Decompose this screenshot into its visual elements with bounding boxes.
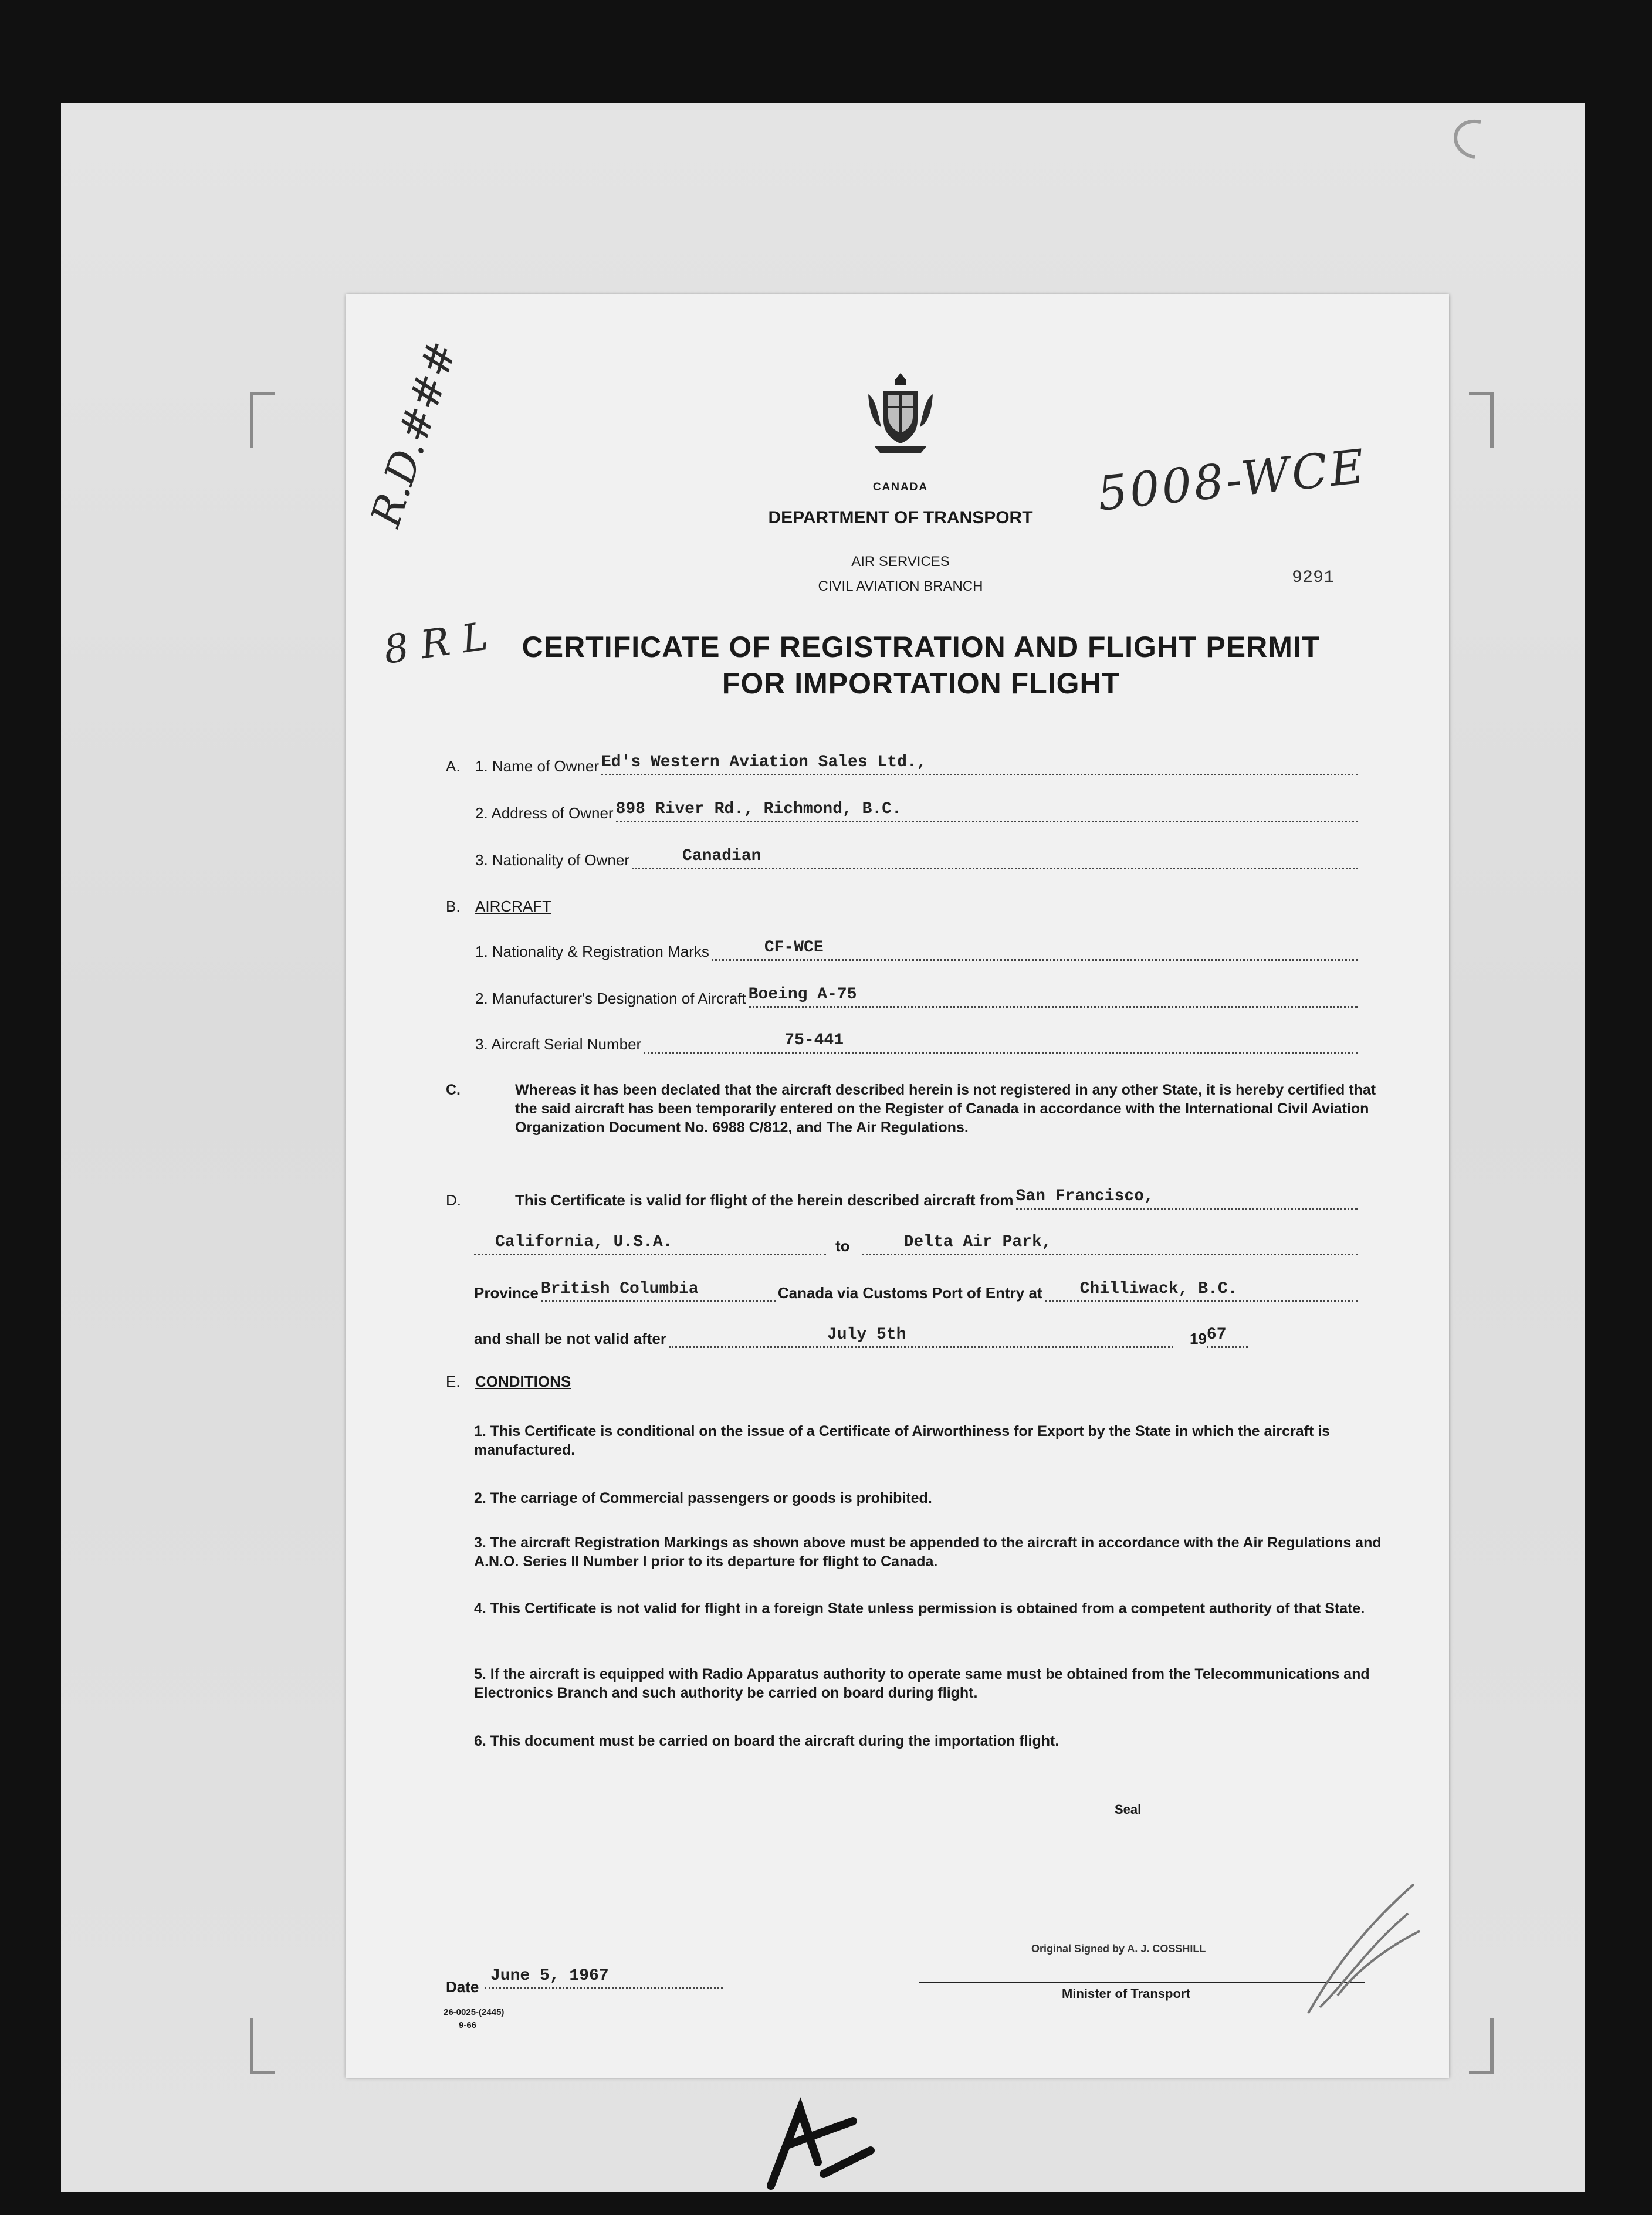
condition-6: 6. This document must be carried on board the aircraft during the importation flight. xyxy=(474,1733,1059,1749)
registration-marks-label: 1. Nationality & Registration Marks xyxy=(475,943,709,960)
branch-label: CIVIL AVIATION BRANCH xyxy=(818,578,983,594)
title-line-1: CERTIFICATE OF REGISTRATION AND FLIGHT PERMIT xyxy=(522,631,1321,663)
aircraft-designation-value: Boeing A-75 xyxy=(748,985,857,1004)
department-title: DEPARTMENT OF TRANSPORT xyxy=(768,508,1033,527)
owner-nationality-row xyxy=(446,846,1358,869)
owner-name-label: 1. Name of Owner xyxy=(475,757,599,775)
owner-address-value: 898 River Rd., Richmond, B.C. xyxy=(615,800,902,818)
seal-label: Seal xyxy=(1115,1802,1142,1817)
customs-label: Canada via Customs Port of Entry at xyxy=(777,1284,1042,1302)
from-city-field xyxy=(1016,1188,1358,1210)
to-place-value: Delta Air Park, xyxy=(903,1233,1052,1251)
registration-bracket-bottom-left xyxy=(250,2018,275,2074)
owner-name-row xyxy=(446,752,1358,775)
year-field xyxy=(1207,1326,1248,1348)
original-signed-by: Original Signed by A. J. COSSHILL xyxy=(1031,1943,1206,1955)
owner-address-row xyxy=(446,799,1358,822)
valid-flight-lead: This Certificate is valid for flight of the herein described aircraft from xyxy=(515,1191,1014,1209)
registration-marks-row xyxy=(446,937,1358,961)
valid-date-value: July 5th xyxy=(827,1326,906,1344)
aircraft-serial-value: 75-441 xyxy=(784,1031,844,1049)
bottom-ink-mark-icon xyxy=(736,2086,888,2192)
registration-bracket-top-left xyxy=(250,392,275,448)
valid-flight-row xyxy=(446,1186,1358,1210)
conditions-heading-text: CONDITIONS xyxy=(475,1373,571,1390)
form-code: 26-0025-(2445) xyxy=(444,2007,505,2017)
registration-marks-field xyxy=(712,939,1358,961)
customs-port-value: Chilliwack, B.C. xyxy=(1079,1280,1238,1298)
handwritten-mark: R.D.### xyxy=(361,335,466,533)
date-label: Date xyxy=(446,1978,479,1996)
owner-name-field xyxy=(601,754,1358,775)
signature-scribble-icon xyxy=(1296,1878,1426,2019)
customs-port-field xyxy=(1045,1281,1358,1302)
aircraft-designation-label: 2. Manufacturer's Designation of Aircraft xyxy=(475,990,746,1007)
aircraft-designation-row xyxy=(446,984,1358,1008)
country-label: CANADA xyxy=(872,481,929,493)
date-value: June 5, 1967 xyxy=(490,1967,609,1985)
aircraft-designation-field xyxy=(749,986,1358,1008)
condition-4: 4. This Certificate is not valid for flight in a foreign State unless permission is obtained from a competent authority of that State. xyxy=(474,1600,1365,1617)
to-place-field xyxy=(862,1234,1358,1255)
registration-bracket-bottom-right xyxy=(1469,2018,1494,2074)
aircraft-serial-field xyxy=(644,1032,1358,1054)
province-label: Province xyxy=(474,1284,539,1302)
aircraft-serial-row xyxy=(446,1030,1358,1054)
section-d-letter: D. xyxy=(446,1191,461,1209)
canada-coat-of-arms-icon xyxy=(862,371,939,459)
owner-nationality-label: 3. Nationality of Owner xyxy=(475,851,630,869)
owner-address-field xyxy=(616,801,1358,822)
province-row xyxy=(474,1279,1358,1302)
from-state-field xyxy=(474,1234,826,1255)
section-b-letter: B. xyxy=(446,897,461,915)
date-field xyxy=(485,1967,723,1989)
section-e-letter: E. xyxy=(446,1373,461,1390)
route-row xyxy=(474,1232,1358,1255)
section-c-text: Whereas it has been declated that the aircraft described herein is not registered in any other State, it is hereby certified that the said aircraft has been temporarily entered on the Register of Canada in accordance with the International Civil Aviation Organization Document No. 6988 C/812, and The Air Regulations. xyxy=(515,1082,1376,1136)
year-prefix: 19 xyxy=(1189,1330,1207,1347)
section-a-letter: A. xyxy=(446,757,461,775)
from-city-value: San Francisco, xyxy=(1015,1187,1154,1205)
form-date: 9-66 xyxy=(459,2020,477,2030)
owner-nationality-field xyxy=(632,848,1358,869)
owner-nationality-value: Canadian xyxy=(682,847,761,865)
title-line-2: FOR IMPORTATION FLIGHT xyxy=(722,667,1120,700)
certificate-title xyxy=(463,629,1379,702)
aircraft-heading-text: AIRCRAFT xyxy=(475,897,551,915)
registration-marks-value: CF-WCE xyxy=(764,939,824,957)
to-label: to xyxy=(835,1237,850,1255)
condition-2: 2. The carriage of Commercial passengers or goods is prohibited. xyxy=(474,1490,932,1506)
province-field xyxy=(541,1281,776,1302)
aircraft-heading xyxy=(446,897,551,916)
document-number: 9291 xyxy=(1292,568,1335,588)
minister-label: Minister of Transport xyxy=(1062,1986,1190,2001)
certificate-document xyxy=(346,294,1449,2078)
handwritten-registration: 5008-WCE xyxy=(1095,439,1369,521)
section-c-paragraph xyxy=(446,1081,1389,1137)
valid-date-field xyxy=(669,1326,1173,1348)
condition-5: 5. If the aircraft is equipped with Radio Apparatus authority to operate same must be obtained from the Telecommunications and Electronics Branch and such authority be carried on board during flight. xyxy=(474,1666,1370,1701)
from-state-value: California, U.S.A. xyxy=(495,1233,673,1251)
condition-3: 3. The aircraft Registration Markings as shown above must be appended to the aircraft in accordance with the Air Regulations and A.N.O. Series II Number I prior to its departure for flight to Canada. xyxy=(474,1535,1382,1570)
scan-mount-background xyxy=(61,103,1585,2192)
handwritten-reference: 8 R L xyxy=(381,614,490,673)
section-c-letter: C. xyxy=(446,1082,461,1098)
conditions-heading xyxy=(446,1373,571,1391)
service-label: AIR SERVICES xyxy=(851,554,950,570)
validity-row xyxy=(474,1325,1358,1348)
corner-scratch-mark-icon xyxy=(1410,110,1498,181)
province-value: British Columbia xyxy=(540,1280,699,1298)
owner-name-value: Ed's Western Aviation Sales Ltd., xyxy=(601,753,927,771)
registration-bracket-top-right xyxy=(1469,392,1494,448)
year-value: 67 xyxy=(1206,1326,1227,1344)
owner-address-label: 2. Address of Owner xyxy=(475,804,614,822)
condition-1: 1. This Certificate is conditional on the issue of a Certificate of Airworthiness for Export by the State in which the aircraft is manufactured. xyxy=(474,1423,1331,1458)
valid-after-label: and shall be not valid after xyxy=(474,1330,666,1347)
aircraft-serial-label: 3. Aircraft Serial Number xyxy=(475,1035,642,1053)
